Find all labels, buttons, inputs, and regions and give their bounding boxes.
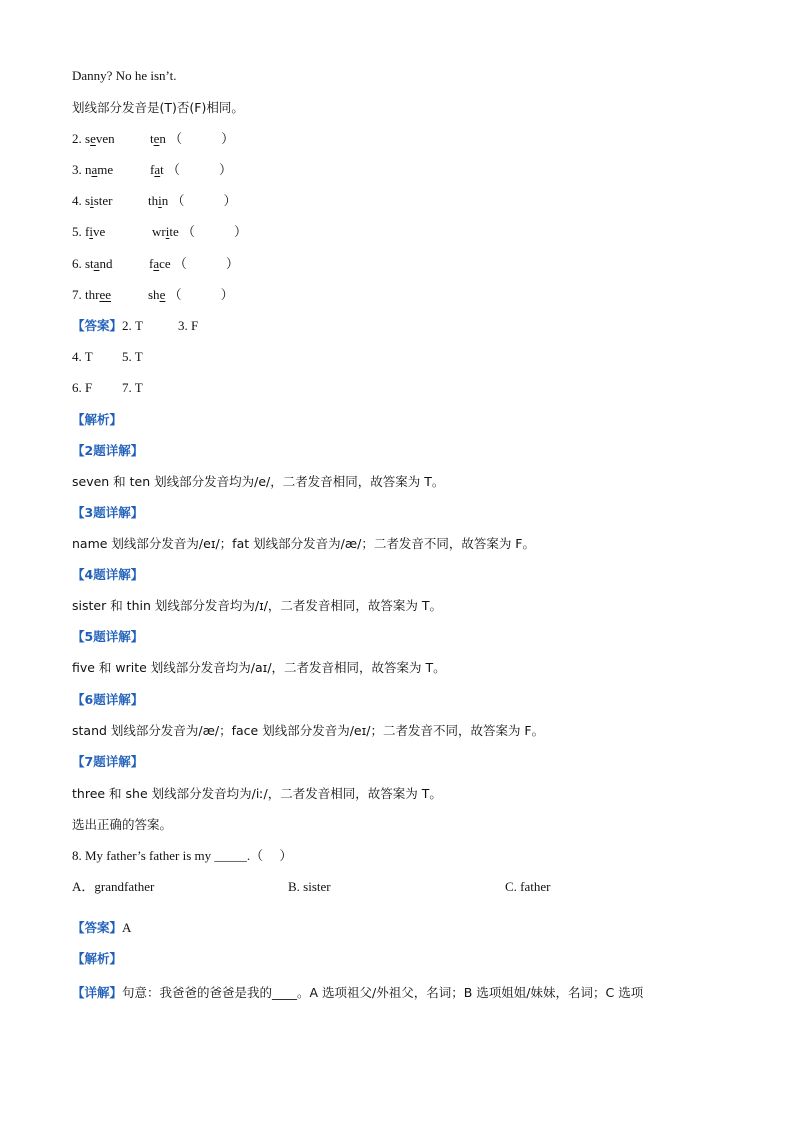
underlined-part: a	[153, 256, 160, 271]
answer-item: 3. F	[178, 318, 199, 333]
word-part: te	[169, 224, 179, 239]
analysis-tag: 【解析】	[72, 412, 123, 427]
analysis-tag: 【解析】	[72, 951, 123, 966]
detail-text: 句意：我爸爸的爸爸是我的____。A 选项祖父/外祖父，名词；B 选项姐姐/妹妹，名词；C 选项	[122, 985, 644, 1000]
word-part: f	[85, 224, 90, 239]
q8-detail	[72, 985, 643, 1001]
detail-text: seven 和 ten 划线部分发音均为/e/，二者发音相同，故答案为 T。	[72, 474, 445, 489]
word-part: s	[85, 131, 91, 146]
word-1	[85, 287, 111, 302]
word-1	[85, 131, 115, 146]
word-part: f	[150, 162, 155, 177]
question-row	[72, 287, 234, 303]
underlined-part: a	[154, 162, 161, 177]
underlined-part: i	[158, 193, 162, 208]
answer-item: 5. T	[122, 349, 143, 364]
answer-item: 4. T	[72, 349, 93, 364]
answer-item: 6. F	[72, 380, 93, 395]
detail-tag: 【4题详解】	[72, 567, 144, 582]
word-2	[149, 256, 239, 272]
question-row	[72, 193, 237, 209]
section-title: 划线部分发音是(T)否(F)相同。	[72, 100, 244, 115]
q8-option-b: B. sister	[288, 879, 331, 894]
detail-text: three 和 she 划线部分发音均为/iː/，二者发音相同，故答案为 T。	[72, 786, 442, 801]
answer-blank: （ ）	[173, 256, 239, 271]
word-part: sh	[148, 287, 160, 302]
detail-tag: 【详解】	[72, 985, 123, 1000]
question-number: 3.	[72, 162, 82, 177]
answer-blank: （ ）	[181, 224, 247, 239]
q8-option-a: A．grandfather	[72, 879, 155, 894]
question-row	[72, 224, 247, 240]
question-row	[72, 256, 239, 272]
underlined-part: i	[165, 224, 170, 239]
word-part: n	[85, 162, 92, 177]
question-number: 5.	[72, 224, 82, 239]
answer-item: 7. T	[122, 380, 143, 395]
word-part: ven	[95, 131, 115, 146]
detail-text: name 划线部分发音为/eɪ/；fat 划线部分发音为/æ/；二者发音不同，故答案为 F。	[72, 536, 535, 551]
question-row	[72, 131, 235, 147]
word-1	[85, 193, 112, 208]
detail-tag: 【3题详解】	[72, 505, 144, 520]
underlined-part: a	[91, 162, 98, 177]
question-number: 4.	[72, 193, 82, 208]
word-part: ve	[92, 224, 106, 239]
detail-text: stand 划线部分发音为/æ/；face 划线部分发音为/eɪ/；二者发音不同，故答案为 F。	[72, 723, 545, 738]
detail-tag: 【6题详解】	[72, 692, 144, 707]
word-2	[150, 131, 234, 147]
word-part: t	[160, 162, 164, 177]
word-2	[148, 287, 234, 303]
q8-option-c: C. father	[505, 879, 551, 894]
word-part: me	[97, 162, 114, 177]
word-part: wr	[152, 224, 166, 239]
word-1	[85, 224, 105, 239]
underlined-part: i	[89, 224, 93, 239]
underlined-part: e	[153, 131, 160, 146]
underlined-part: i	[90, 193, 94, 208]
word-part: nd	[99, 256, 113, 271]
word-part: ce	[159, 256, 171, 271]
question-row	[72, 162, 233, 178]
word-part: s	[85, 193, 91, 208]
word-part: thr	[85, 287, 100, 302]
detail-tag: 【5题详解】	[72, 629, 144, 644]
word-part: f	[149, 256, 154, 271]
intro-line: Danny? No he isn’t.	[72, 68, 177, 83]
detail-text: five 和 write 划线部分发音均为/aɪ/，二者发音相同，故答案为 T。	[72, 660, 446, 675]
detail-text: sister 和 thin 划线部分发音均为/ɪ/，二者发音相同，故答案为 T。	[72, 598, 443, 613]
detail-tag: 【2题详解】	[72, 443, 144, 458]
word-part: ster	[93, 193, 113, 208]
q8-answer: A	[122, 920, 132, 935]
word-part: t	[150, 131, 154, 146]
answer-blank: （ ）	[168, 287, 234, 302]
q8-answer-row	[72, 920, 131, 936]
word-1	[85, 162, 113, 177]
word-1	[85, 256, 112, 271]
word-2	[150, 162, 232, 178]
answer-blank: （ ）	[169, 131, 235, 146]
underlined-part: a	[93, 256, 100, 271]
answer-row-1	[72, 318, 199, 334]
question-number: 6.	[72, 256, 82, 271]
question-number: 2.	[72, 131, 82, 146]
answer-item: 2. T	[122, 318, 143, 333]
underlined-part: e	[90, 131, 96, 146]
answer-tag: 【答案】	[72, 920, 123, 935]
underlined-part: e	[159, 287, 166, 302]
answer-blank: （ ）	[171, 193, 237, 208]
answer-row-2	[72, 349, 143, 365]
word-part: th	[148, 193, 159, 208]
answer-tag: 【答案】	[72, 318, 123, 333]
word-2	[152, 224, 247, 240]
word-part: st	[85, 256, 94, 271]
word-part: n	[159, 131, 166, 146]
q8-stem: 8. My father’s father is my _____.（ ）	[72, 848, 293, 863]
word-2	[148, 193, 237, 209]
answer-blank: （ ）	[167, 162, 233, 177]
underlined-part: ee	[99, 287, 111, 302]
detail-tag: 【7题详解】	[72, 754, 144, 769]
question-number: 7.	[72, 287, 82, 302]
section2-title: 选出正确的答案。	[72, 817, 173, 832]
answer-row-3	[72, 380, 143, 396]
word-part: n	[161, 193, 169, 208]
